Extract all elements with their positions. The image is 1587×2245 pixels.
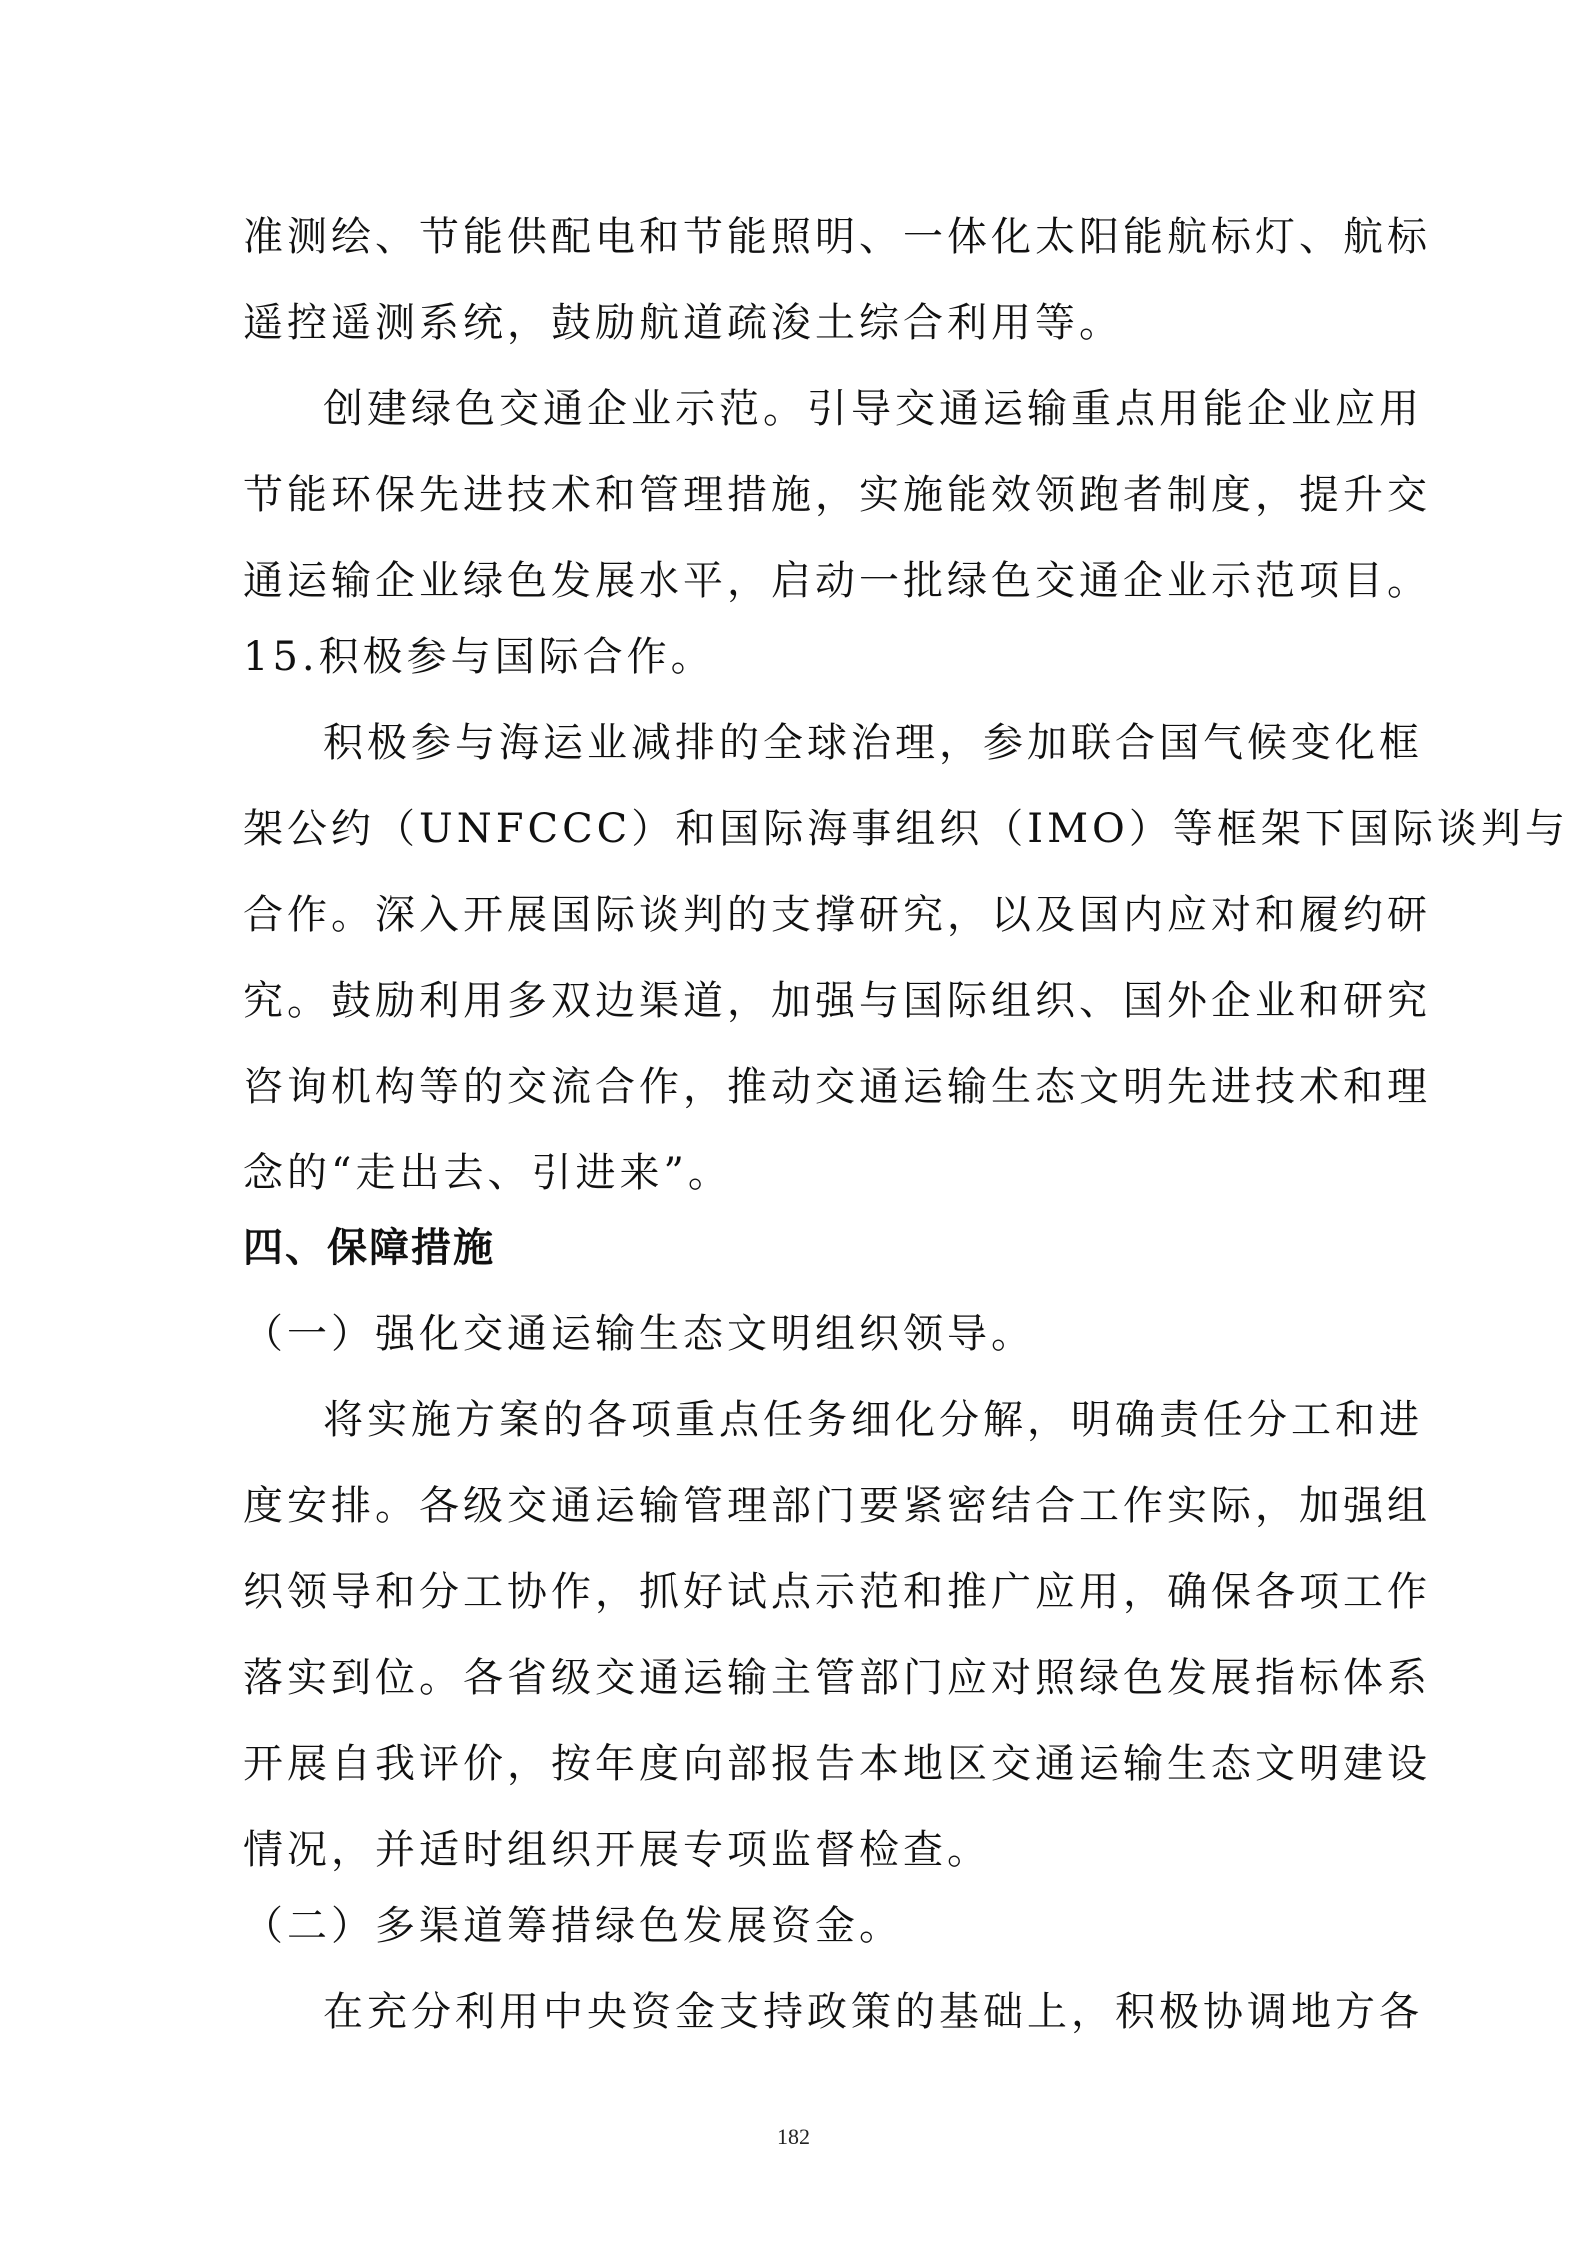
- body-text-line: 织领导和分工协作，抓好试点示范和推广应用，确保各项工作: [243, 1569, 1431, 1615]
- subsection-heading: （二）多渠道筹措绿色发展资金。: [243, 1903, 903, 1949]
- paragraph-start-line: 在充分利用中央资金支持政策的基础上，积极协调地方各: [323, 1989, 1423, 2035]
- body-text-line: 落实到位。各省级交通运输主管部门应对照绿色发展指标体系: [243, 1655, 1431, 1701]
- paragraph-start-line: 将实施方案的各项重点任务细化分解，明确责任分工和进: [323, 1397, 1423, 1443]
- subsection-heading: （一）强化交通运输生态文明组织领导。: [243, 1311, 1035, 1357]
- body-text-line: 合作。深入开展国际谈判的支撑研究，以及国内应对和履约研: [243, 892, 1431, 938]
- body-text-line: 通运输企业绿色发展水平，启动一批绿色交通企业示范项目。: [243, 558, 1431, 604]
- section-heading: 四、保障措施: [243, 1225, 495, 1271]
- body-text-line: 念的“走出去、引进来”。: [243, 1150, 732, 1196]
- paragraph-start-line: 创建绿色交通企业示范。引导交通运输重点用能企业应用: [323, 386, 1423, 432]
- body-text-line: 究。鼓励利用多双边渠道，加强与国际组织、国外企业和研究: [243, 978, 1431, 1024]
- body-text-line: 遥控遥测系统，鼓励航道疏浚土综合利用等。: [243, 300, 1123, 346]
- body-text-line: 咨询机构等的交流合作，推动交通运输生态文明先进技术和理: [243, 1064, 1431, 1110]
- paragraph-start-line: 积极参与海运业减排的全球治理，参加联合国气候变化框: [323, 720, 1423, 766]
- body-text-line: 架公约（UNFCCC）和国际海事组织（IMO）等框架下国际谈判与: [243, 806, 1569, 852]
- body-text-line: 度安排。各级交通运输管理部门要紧密结合工作实际，加强组: [243, 1483, 1431, 1529]
- body-text-line: 开展自我评价，按年度向部报告本地区交通运输生态文明建设: [243, 1741, 1431, 1787]
- body-text-line: 节能环保先进技术和管理措施，实施能效领跑者制度，提升交: [243, 472, 1431, 518]
- numbered-item-heading: 15.积极参与国际合作。: [243, 634, 715, 680]
- body-text-line: 准测绘、节能供配电和节能照明、一体化太阳能航标灯、航标: [243, 214, 1431, 260]
- page-number: 182: [777, 2124, 810, 2149]
- body-text-line: 情况，并适时组织开展专项监督检查。: [243, 1827, 991, 1873]
